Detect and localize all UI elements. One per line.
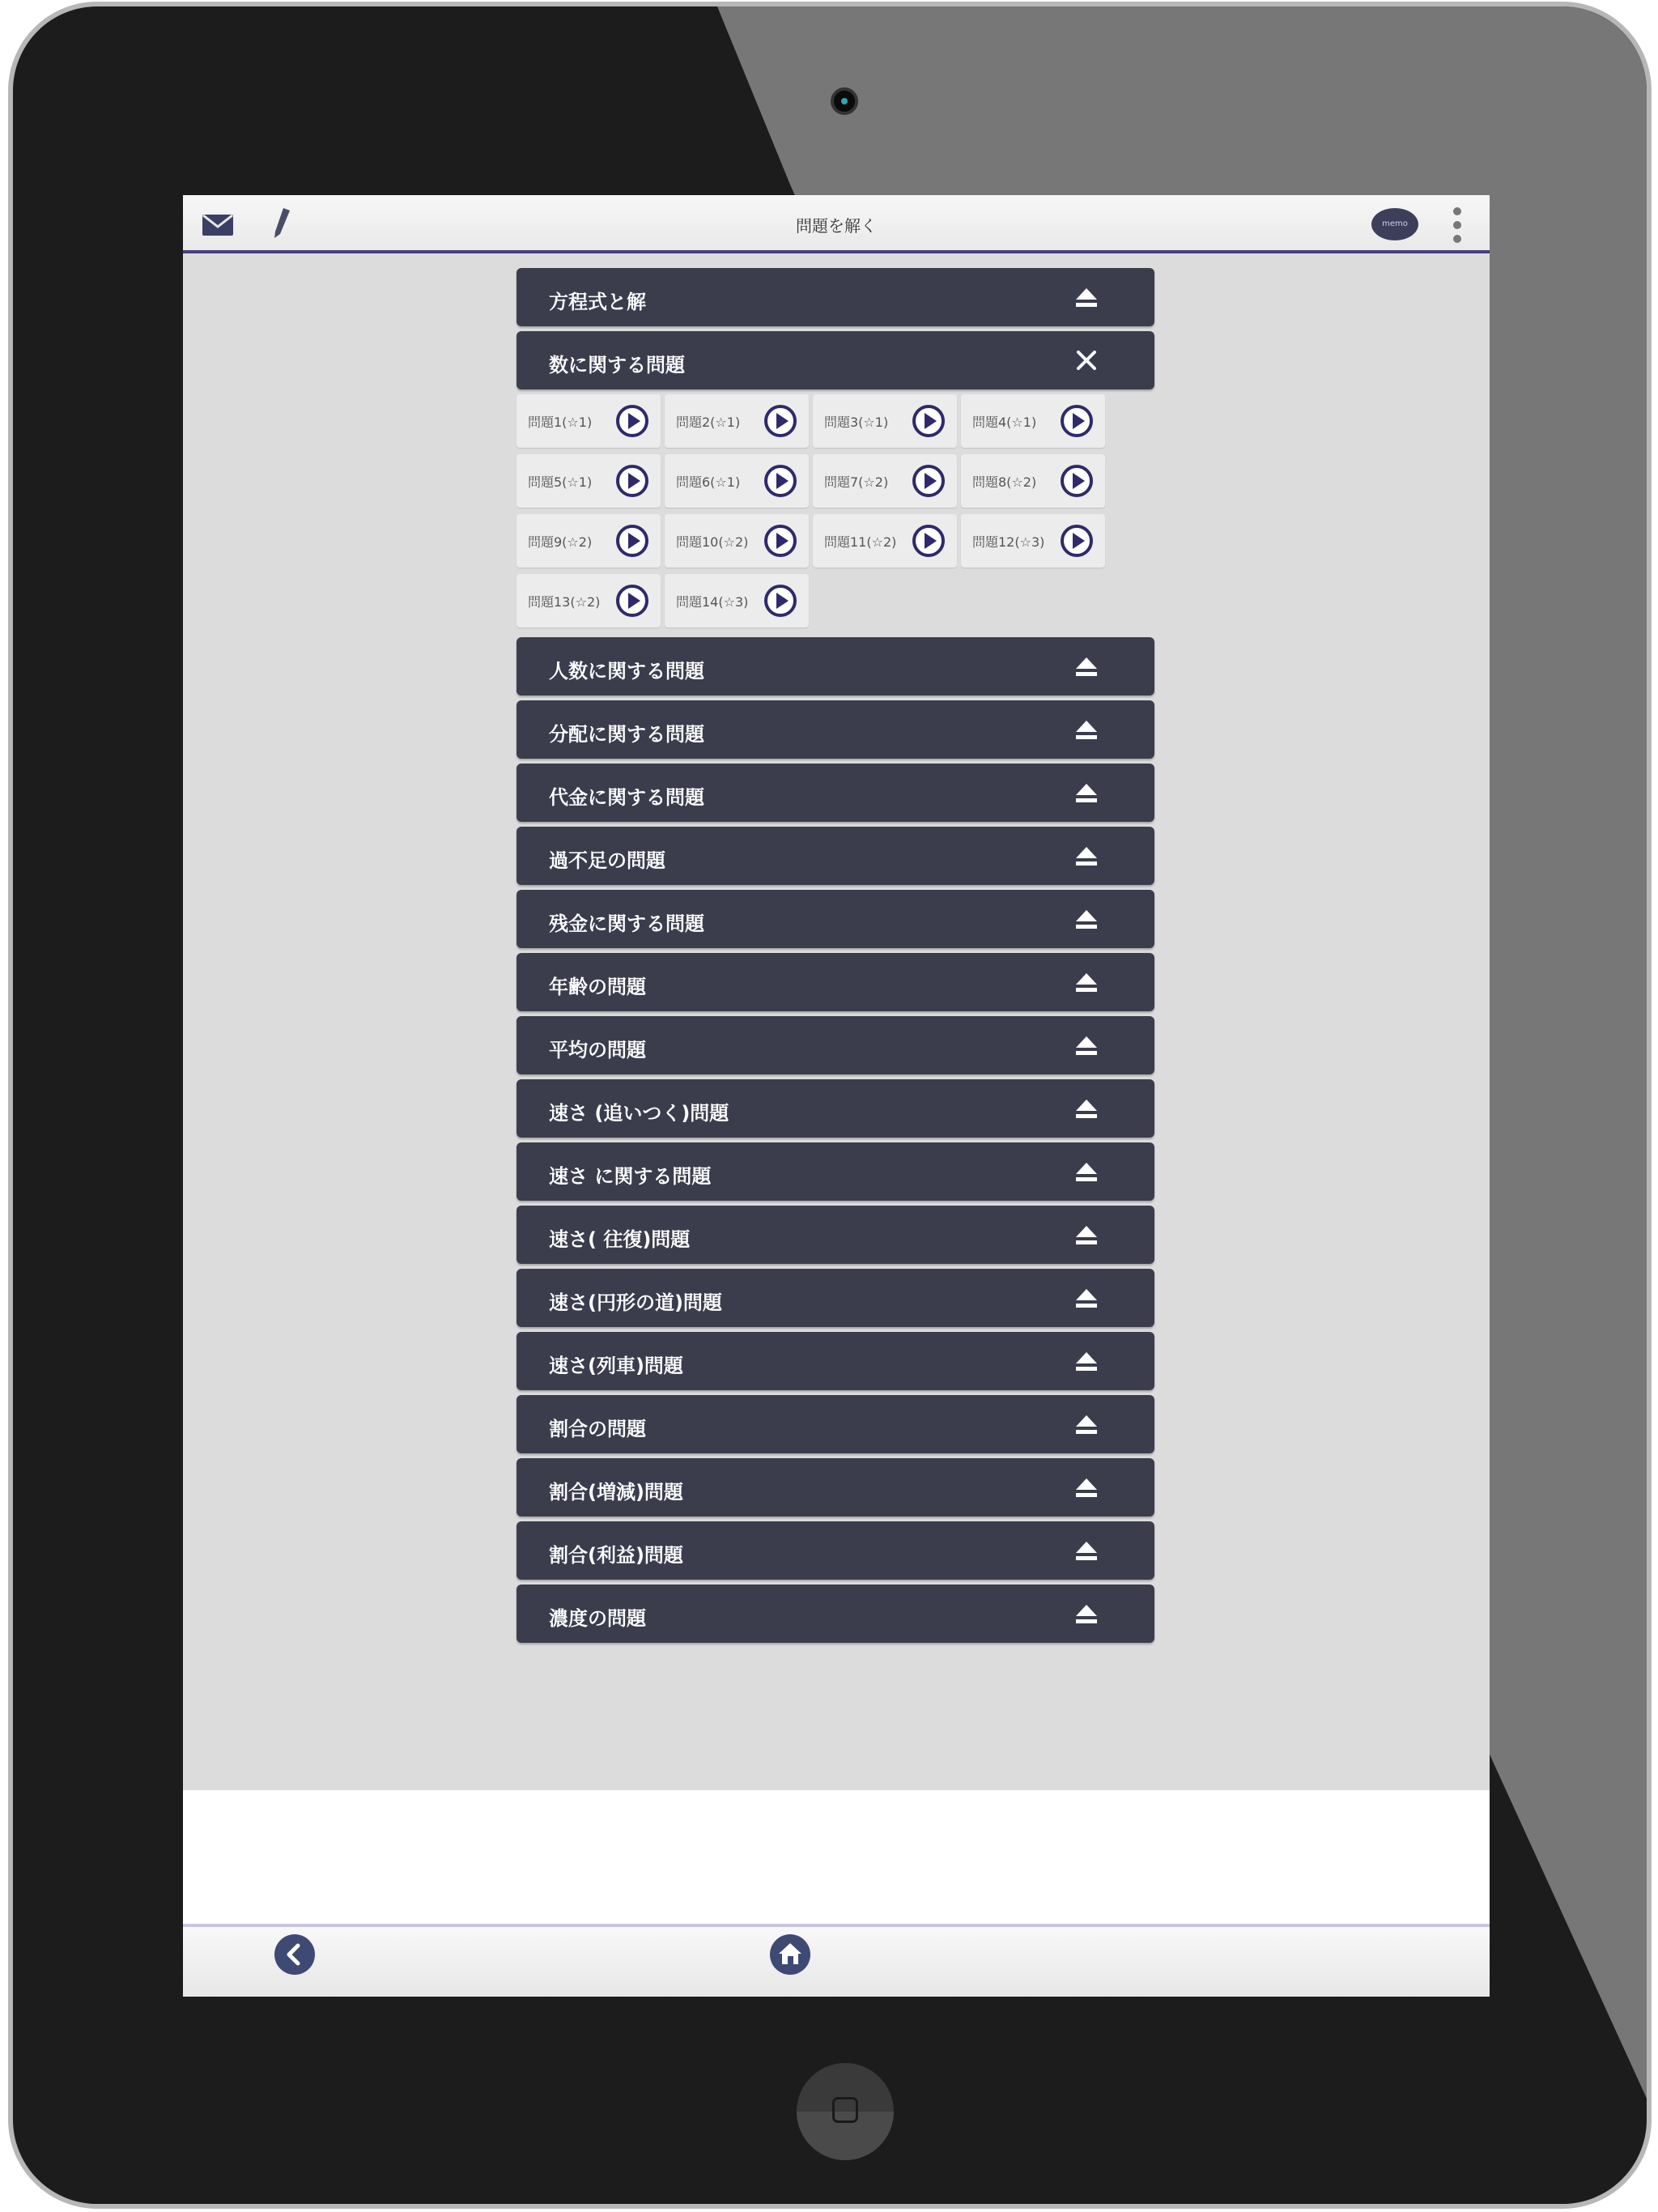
eject-icon (1073, 906, 1099, 932)
category-label: 残金に関する問題 (549, 912, 704, 935)
category-label: 過不足の問題 (549, 849, 665, 872)
eject-icon (1073, 780, 1099, 806)
play-icon[interactable] (912, 524, 946, 558)
home-button[interactable] (769, 1933, 811, 1976)
play-icon[interactable] (912, 464, 946, 498)
problem-item[interactable] (665, 574, 809, 627)
category-label: 割合の問題 (549, 1418, 646, 1440)
problem-label: 問題12(☆3) (972, 534, 1045, 550)
category-header[interactable] (517, 764, 1154, 822)
problem-item[interactable] (813, 514, 957, 568)
device-home-button[interactable] (797, 2063, 894, 2160)
problem-item[interactable] (813, 394, 957, 448)
category-header[interactable] (517, 953, 1154, 1011)
category-list (517, 268, 1154, 1648)
play-icon[interactable] (912, 404, 946, 438)
eject-icon (1073, 1159, 1099, 1185)
category-header[interactable] (517, 1332, 1154, 1390)
eject-icon (1073, 969, 1099, 995)
problem-label: 問題6(☆1) (676, 474, 741, 490)
eject-icon (1073, 717, 1099, 742)
category-header[interactable] (517, 1585, 1154, 1643)
problem-label: 問題8(☆2) (972, 474, 1037, 490)
category-header[interactable] (517, 1395, 1154, 1453)
category-header[interactable] (517, 268, 1154, 326)
eject-icon (1073, 653, 1099, 679)
eject-icon (1073, 284, 1099, 310)
category-header[interactable] (517, 1142, 1154, 1201)
category-header[interactable] (517, 1079, 1154, 1138)
play-icon[interactable] (615, 464, 649, 498)
category-header[interactable] (517, 1206, 1154, 1264)
category-label: 方程式と解 (549, 291, 646, 313)
play-icon[interactable] (763, 524, 797, 558)
category-label: 速さ( 往復)問題 (549, 1228, 691, 1251)
play-icon[interactable] (763, 404, 797, 438)
category-label: 速さ に関する問題 (549, 1165, 712, 1188)
problem-item[interactable] (813, 454, 957, 508)
category-header[interactable] (517, 331, 1154, 389)
problem-label: 問題9(☆2) (528, 534, 593, 550)
category-header[interactable] (517, 827, 1154, 885)
category-label: 年齢の問題 (549, 976, 646, 998)
eject-icon (1073, 1032, 1099, 1058)
eject-icon (1073, 1474, 1099, 1500)
play-icon[interactable] (615, 404, 649, 438)
play-icon[interactable] (615, 524, 649, 558)
eject-icon (1073, 1222, 1099, 1248)
page-title: 問題を解く (796, 216, 877, 236)
memo-button[interactable]: memo (1371, 208, 1418, 240)
play-icon[interactable] (763, 584, 797, 618)
problem-label: 問題2(☆1) (676, 415, 741, 430)
category-header[interactable] (517, 1269, 1154, 1327)
problem-grid (517, 394, 1114, 634)
category-header[interactable] (517, 890, 1154, 948)
eject-icon (1073, 1285, 1099, 1311)
category-label: 割合(増減)問題 (549, 1481, 683, 1504)
problem-label: 問題5(☆1) (528, 474, 593, 490)
eject-icon (1073, 1411, 1099, 1437)
problem-item[interactable] (961, 394, 1105, 448)
problem-label: 問題3(☆1) (824, 415, 889, 430)
category-label: 数に関する問題 (549, 354, 685, 376)
problem-item[interactable] (961, 514, 1105, 568)
problem-item[interactable] (517, 394, 661, 448)
problem-label: 問題7(☆2) (824, 474, 889, 490)
problem-item[interactable] (961, 454, 1105, 508)
problem-item[interactable] (517, 574, 661, 627)
eject-icon (1073, 843, 1099, 869)
eject-icon (1073, 1095, 1099, 1121)
back-button[interactable] (274, 1933, 316, 1976)
category-label: 平均の問題 (549, 1039, 646, 1061)
problem-item[interactable] (665, 514, 809, 568)
more-vertical-icon[interactable] (1452, 206, 1462, 244)
app-header (183, 195, 1490, 253)
problem-label: 問題1(☆1) (528, 415, 593, 430)
eject-icon (1073, 1538, 1099, 1563)
category-label: 分配に関する問題 (549, 723, 704, 746)
problem-label: 問題13(☆2) (528, 594, 601, 610)
problem-label: 問題14(☆3) (676, 594, 749, 610)
app-screen (183, 195, 1490, 1997)
category-header[interactable] (517, 637, 1154, 696)
footer-bar (183, 1924, 1490, 1997)
problem-item[interactable] (665, 394, 809, 448)
eject-icon (1073, 1601, 1099, 1627)
play-icon[interactable] (1060, 524, 1094, 558)
play-icon[interactable] (1060, 464, 1094, 498)
eject-icon (1073, 1348, 1099, 1374)
category-header[interactable] (517, 1016, 1154, 1074)
problem-label: 問題10(☆2) (676, 534, 749, 550)
category-label: 濃度の問題 (549, 1607, 646, 1630)
problem-item[interactable] (665, 454, 809, 508)
category-label: 代金に関する問題 (549, 786, 704, 809)
camera (831, 87, 858, 115)
category-header[interactable] (517, 1521, 1154, 1580)
problem-label: 問題11(☆2) (824, 534, 897, 550)
play-icon[interactable] (1060, 404, 1094, 438)
play-icon[interactable] (763, 464, 797, 498)
problem-item[interactable] (517, 514, 661, 568)
category-label: 割合(利益)問題 (549, 1544, 683, 1567)
category-label: 速さ(列車)問題 (549, 1355, 683, 1377)
problem-label: 問題4(☆1) (972, 415, 1037, 430)
category-label: 速さ(円形の道)問題 (549, 1291, 722, 1314)
close-icon[interactable] (1073, 347, 1099, 373)
category-header[interactable] (517, 1458, 1154, 1516)
problem-item[interactable] (517, 454, 661, 508)
category-header[interactable] (517, 700, 1154, 759)
category-label: 速さ (追いつく)問題 (549, 1102, 729, 1125)
play-icon[interactable] (615, 584, 649, 618)
category-label: 人数に関する問題 (549, 660, 704, 683)
